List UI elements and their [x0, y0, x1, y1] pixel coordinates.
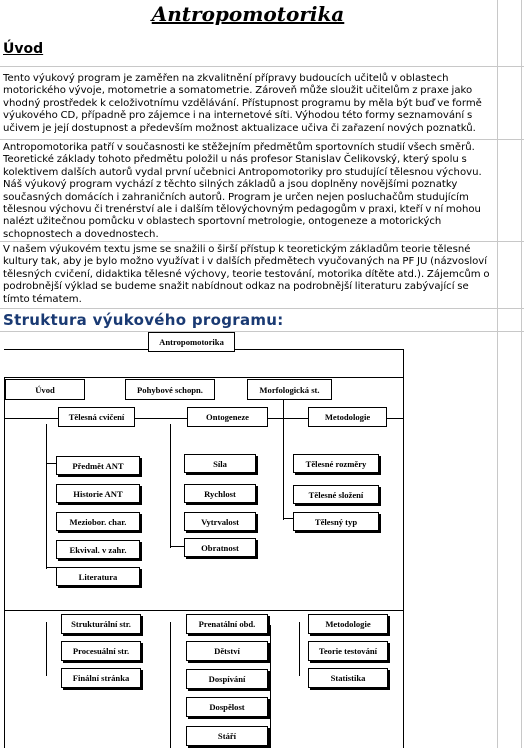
connector-line	[46, 463, 56, 464]
connector-line	[170, 622, 171, 748]
node-dospivani: Dospívání	[186, 669, 268, 689]
connector-line	[170, 424, 171, 548]
node-ekvival-v-zahr: Ekvival. v zahr.	[56, 540, 140, 559]
node-detstvi: Dětství	[186, 641, 268, 661]
connector-line	[46, 424, 47, 569]
node-pohybove-schopnosti: Pohybové schopn.	[125, 379, 215, 400]
node-prenatalni-obd: Prenatální obd.	[186, 614, 268, 634]
node-uvod: Úvod	[5, 379, 85, 400]
node-sila: Síla	[184, 454, 256, 473]
node-teorie-testovani: Teorie testování	[308, 641, 388, 661]
frame-line	[4, 610, 404, 611]
connector-line	[46, 567, 56, 568]
row-line	[0, 308, 524, 309]
structure-heading: Struktura výukového programu:	[3, 311, 284, 329]
connector-line	[283, 400, 284, 520]
connector-line	[270, 625, 271, 748]
connector-line	[283, 518, 293, 519]
row-line	[0, 66, 524, 67]
frame-line	[4, 377, 5, 748]
node-predmet-ant: Předmět ANT	[56, 456, 140, 475]
page-title: Antropomotorika	[151, 2, 345, 26]
node-literatura: Literatura	[56, 567, 140, 586]
node-telesny-typ: Tělesný typ	[293, 512, 379, 531]
intro-heading: Úvod	[3, 41, 44, 57]
node-metodologie-top: Metodologie	[308, 407, 387, 427]
node-meziobor-char: Meziobor. char.	[56, 512, 140, 531]
program-structure-diagram	[0, 330, 524, 748]
frame-line	[4, 377, 404, 378]
node-statistika: Statistika	[308, 668, 388, 688]
node-finalni-stranka: Finální stránka	[61, 668, 141, 688]
diagram-root: Antropomotorika	[148, 332, 235, 352]
node-obratnost: Obratnost	[184, 538, 256, 557]
node-historie-ant: Historie ANT	[56, 484, 140, 503]
node-morfologicka-stavba: Morfologická st.	[247, 379, 332, 400]
connector-line	[170, 546, 184, 547]
connector-line	[299, 622, 300, 676]
node-vytrvalost: Vytrvalost	[184, 512, 256, 531]
paragraph-2: Antropomotorika patří v současnosti ke stěžejním předmětům sportovních studií všech směrů. Teoretické základy tohoto předmětu položil u nás profesor Stanislav Čelikovský, který spolu s kolektivem dalších autorů vydal první učebnici Antropomotoriky pro studující tělesnou výchovu. Náš výukový program vychází z těchto silných základů a jsou doplněny novějšími poznatky současných domácích i zahraničních autorů. Program je určen nejen posluchačům studujícím tělesnou výchovu či trenérství ale i dalším tělovýchovným pedagogům v praxi, kteří v ní mohou nalézt užitečnou pomůcku v oblastech sportovní metrologie, ontogeneze a motorických schopnostech a dovednostech.	[3, 142, 482, 240]
node-procesualni-str: Procesuální str.	[61, 641, 141, 661]
node-dospelost: Dospělost	[186, 697, 268, 717]
row-line	[0, 139, 524, 140]
node-stari: Stáří	[186, 726, 268, 746]
node-metodologie-bottom: Metodologie	[308, 614, 388, 634]
node-rychlost: Rychlost	[184, 484, 256, 503]
node-telesne-slozeni: Tělesné složení	[293, 485, 379, 504]
node-strukturalni-str: Strukturální str.	[61, 614, 141, 634]
connector-line	[46, 622, 47, 676]
node-ontogeneze: Ontogeneze	[187, 407, 268, 427]
node-telesne-rozmery: Tělesné rozměry	[293, 454, 379, 473]
frame-line	[403, 349, 404, 748]
node-telesna-cviceni: Tělesná cvičení	[58, 407, 135, 427]
paragraph-3: V našem výukovém textu jsme se snažili o širší přístup k teoretickým základům teorie tělesné kultury tak, aby je bylo možno využívat i v dalších předmětech vyučovaných na PF JU (názvosloví tělesných cvičení, didaktika tělesné výchovy, teorie testování, motorika dítěte atd.). Zájemcům o podrobnější výklad se budeme snažit nabídnout odkaz na podrobnější literaturu zabývající se tímto tématem.	[3, 244, 490, 305]
paragraph-1: Tento výukový program je zaměřen na zkvalitnění přípravy budoucích učitelů v oblastech motorického vývoje, motometrie a somatometrie. Zároveň může sloužit učitelům z praxe jako vhodný prostředek k celoživotnímu vzdělávání. Přístupnost programu by měla být buď ve formě výukového CD, případně pro zájemce i na internetové síti. Výhodou této formy seznamování s učivem je její dostupnost a především možnost aktualizace učiva či zařazení nových poznatků.	[3, 73, 482, 134]
